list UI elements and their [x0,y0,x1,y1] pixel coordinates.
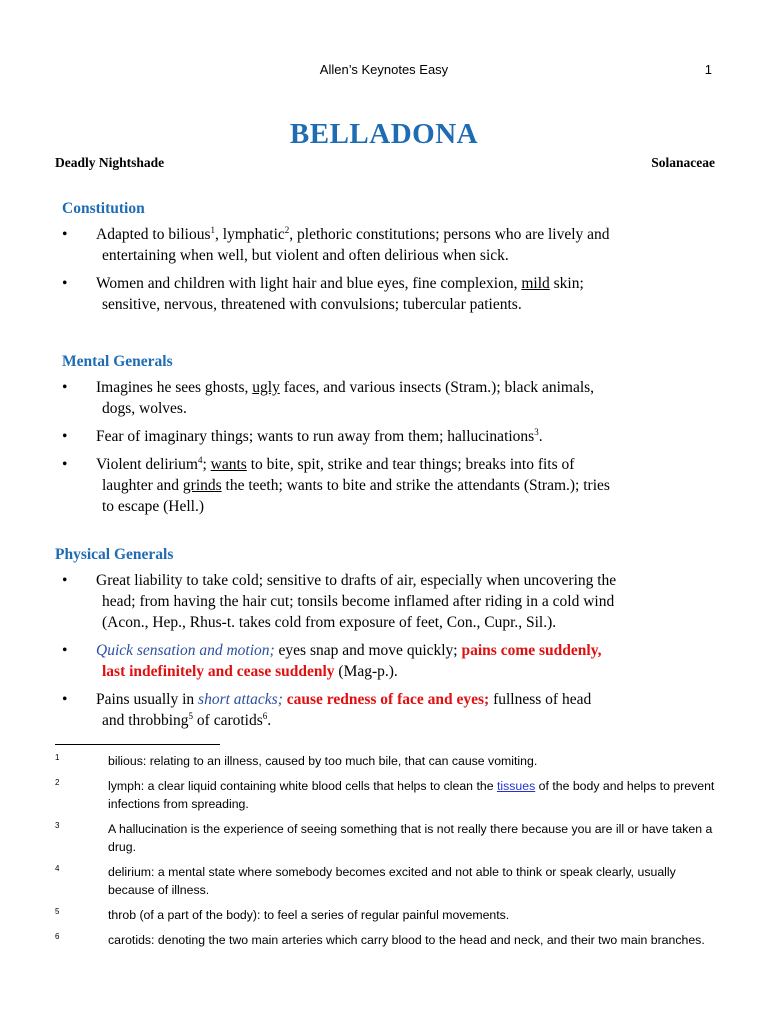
header-title: Allen’s Keynotes Easy [319,62,449,77]
document-title: BELLADONA [289,118,479,150]
section-heading: Constitution [62,200,145,217]
bullet-icon: • [62,691,68,708]
bullet-icon: • [62,226,68,243]
section-mental-generals [62,353,712,524]
common-name: Deadly Nightshade [55,155,165,170]
bullet-item: • Fear of imaginary things; wants to run away from them; hallucinations$^3$. [62,426,543,445]
bullet-item: • Adapted to bilious$^1$, lymphatic$^2$, plethoric constitutions; persons who are lively and entertaining when well, but violent and often delirious when sick. [62,224,610,264]
bullet-item: • Quick sensation and motion; eyes snap and move quickly; pains come suddenly, last indefinitely and cease suddenly (Mag-p.). [62,642,602,680]
footnote: 3 A hallucination is the experience of seeing something that is not really there because you are ill or have taken a drug. [55,821,713,854]
footnote: 6 carotids: denoting the two main arteries which carry blood to the head and neck, and their two main branches. [55,932,705,947]
bullet-item: • Great liability to take cold; sensitive to drafts of air, especially when uncovering the head; from having the hair cut; tonsils become inflamed after riding in a cold wind (Acon., Hep., Rhus-t. takes cold from exposure of feet, Con., Cupr., Sil.). [62,572,617,631]
tissues-link[interactable]: tissues [496,779,536,793]
bullet-item: • Women and children with light hair and blue eyes, fine complexion, mild skin; sensitive, nervous, threatened with convulsions; tubercular patients. [62,275,584,313]
plant-family: Solanaceae [651,155,715,170]
section-heading: Physical Generals [55,546,174,563]
bullet-icon: • [62,275,68,292]
section-physical-generals [55,546,712,738]
section-heading: Mental Generals [62,353,173,370]
bullet-icon: • [62,379,68,396]
bullet-icon: • [62,572,68,589]
bullet-item: • Imagines he sees ghosts, ugly faces, and various insects (Stram.); black animals, dogs, wolves. [62,379,595,417]
footnote: 2 lymph: a clear liquid containing white blood cells that helps to clean the tissues of the body and helps to prevent infections from spreading. [55,778,715,811]
bullet-icon: • [62,642,68,659]
bullet-icon: • [62,456,68,473]
footnote: 5 throb (of a part of the body): to feel a series of regular painful movements. [55,907,510,922]
page-header [0,62,768,82]
bullet-icon: • [62,428,68,445]
footnote: 1 bilious: relating to an illness, caused by too much bile, that can cause vomiting. [55,753,538,768]
footnotes [55,752,715,956]
footnote: 4 delirium: a mental state where somebody becomes excited and not able to think or speak clearly, usually because of illness. [55,864,676,897]
footnote-divider [55,744,220,745]
bullet-item: • Violent delirium$^4$; wants to bite, spit, strike and tear things; breaks into fits of laughter and grinds the teeth; wants to bite and strike the attendants (Stram.); tries to escape (Hell.) [62,454,610,515]
section-constitution [62,200,712,322]
page-number: 1 [704,62,712,77]
bullet-item: • Pains usually in short attacks; cause redness of face and eyes; fullness of head and throbbing$^5$ of carotids$^6$. [62,691,592,729]
